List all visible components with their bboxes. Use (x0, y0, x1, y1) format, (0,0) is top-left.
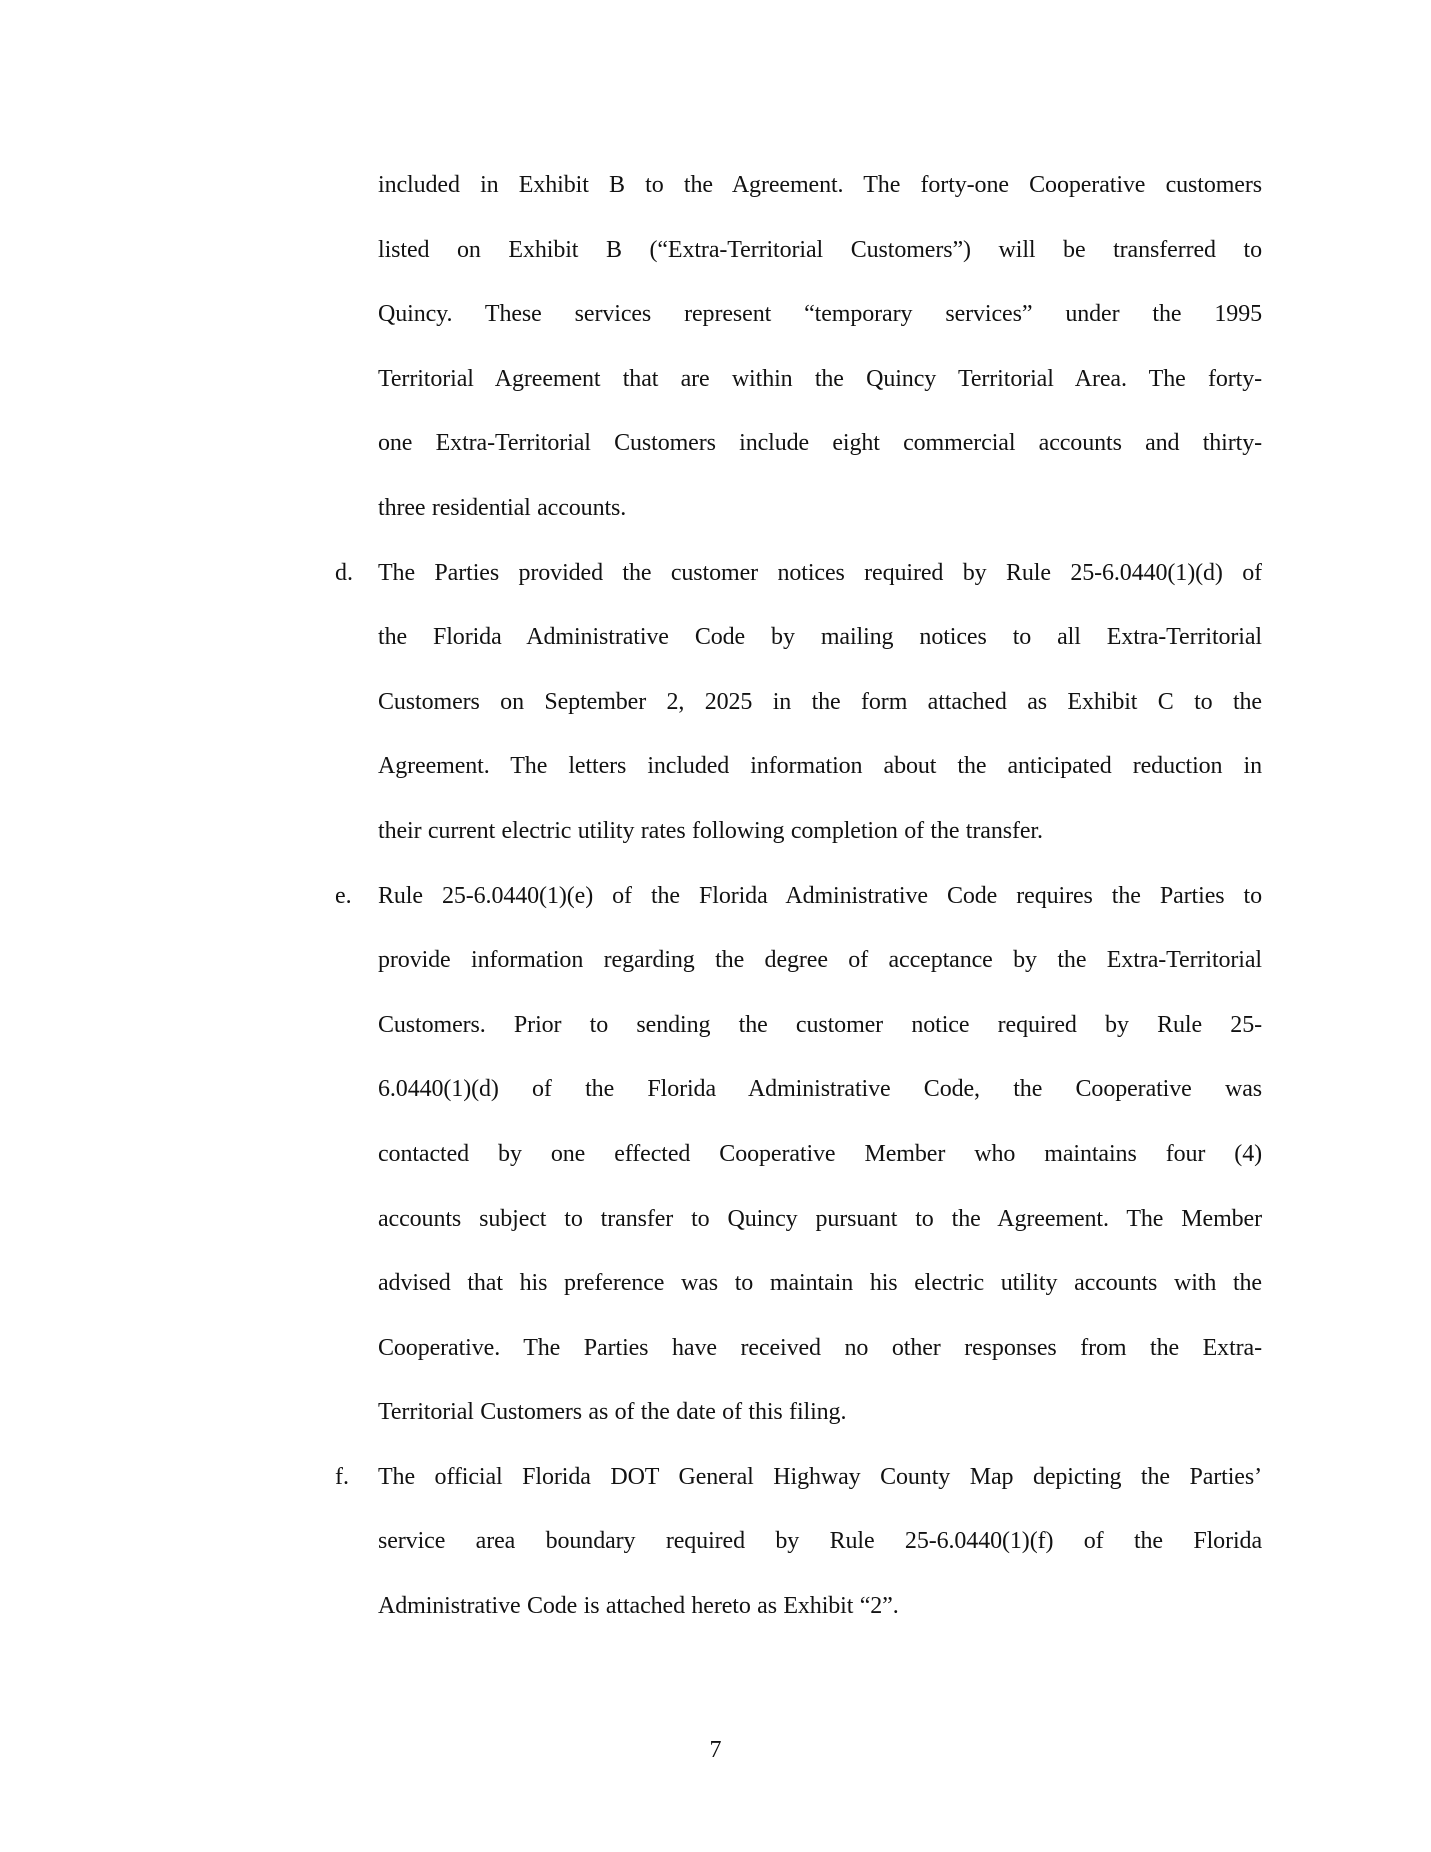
text-line: accounts subject to transfer to Quincy pursuant to the Agreement. The Member (378, 1205, 1262, 1232)
list-item-d (335, 541, 1262, 864)
text-line: The Parties provided the customer notices required by Rule 25-6.0440(1)(d) of (378, 559, 1262, 586)
text-line: Administrative Code is attached hereto as Exhibit “2”. (378, 1593, 899, 1620)
text-line: their current electric utility rates following completion of the transfer. (378, 817, 1043, 844)
text-line: Agreement. The letters included information about the anticipated reduction in (378, 753, 1262, 780)
text-line: Quincy. These services represent “temporary services” under the 1995 (378, 301, 1262, 328)
list-item-label: d. (335, 559, 353, 586)
body-text (335, 153, 1262, 1639)
text-line: one Extra-Territorial Customers include eight commercial accounts and thirty- (378, 430, 1262, 457)
text-line: The official Florida DOT General Highway County Map depicting the Parties’ (378, 1463, 1262, 1490)
text-line: Cooperative. The Parties have received no other responses from the Extra- (378, 1334, 1262, 1361)
text-line: included in Exhibit B to the Agreement. The forty-one Cooperative customers (378, 172, 1262, 198)
list-item-f (335, 1445, 1262, 1639)
text-line: contacted by one effected Cooperative Member who maintains four (4) (378, 1140, 1262, 1167)
text-line: Rule 25-6.0440(1)(e) of the Florida Administrative Code requires the Parties to (378, 882, 1262, 909)
text-line: Customers on September 2, 2025 in the form attached as Exhibit C to the (378, 688, 1262, 715)
list-item-label: e. (335, 882, 352, 909)
text-line: Territorial Agreement that are within the Quincy Territorial Area. The forty- (378, 365, 1262, 392)
text-line: Territorial Customers as of the date of this filing. (378, 1399, 847, 1426)
page-number: 7 (709, 1737, 722, 1763)
text-line: listed on Exhibit B (“Extra-Territorial Customers”) will be transferred to (378, 236, 1262, 263)
list-item-e (335, 864, 1262, 1445)
paragraph-continuation (335, 153, 1262, 541)
text-line: service area boundary required by Rule 25-6.0440(1)(f) of the Florida (378, 1528, 1262, 1555)
text-line: 6.0440(1)(d) of the Florida Administrative Code, the Cooperative was (378, 1076, 1262, 1103)
text-line: provide information regarding the degree of acceptance by the Extra-Territorial (378, 947, 1262, 974)
text-line: advised that his preference was to maintain his electric utility accounts with the (378, 1270, 1262, 1297)
text-line: three residential accounts. (378, 494, 627, 521)
list-item-label: f. (335, 1463, 349, 1490)
text-line: the Florida Administrative Code by mailing notices to all Extra-Territorial (378, 624, 1262, 651)
text-line: Customers. Prior to sending the customer notice required by Rule 25- (378, 1011, 1262, 1038)
